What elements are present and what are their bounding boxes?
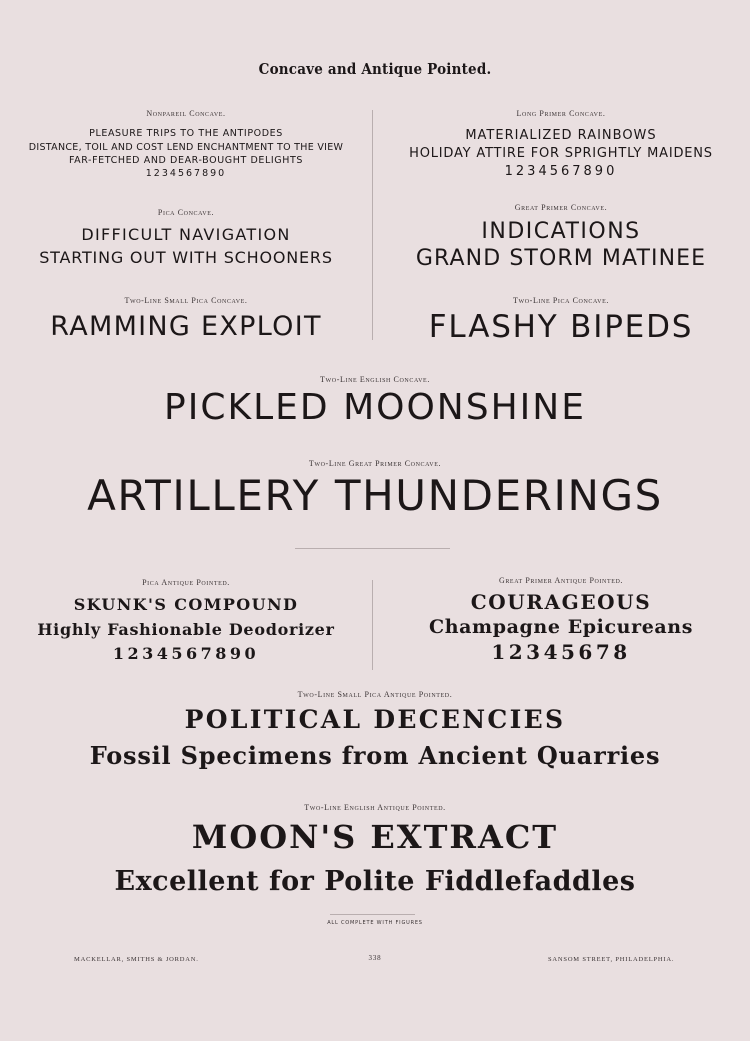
specimen-line: SKUNK'S COMPOUND [73, 595, 299, 614]
specimen-label-two-line-english-concave: Two-Line English Concave. [320, 375, 430, 384]
specimen-line: MOON'S EXTRACT [191, 818, 559, 856]
specimen-label-nonpareil-concave: Nonpareil Concave. [146, 109, 226, 118]
specimen-line: POLITICAL DECENCIES [184, 705, 566, 734]
specimen-figures: 1234567890 [145, 168, 227, 179]
specimen-line: HOLIDAY ATTIRE FOR SPRIGHTLY MAIDENS [409, 146, 713, 161]
specimen-label-pica-concave: Pica Concave. [157, 208, 215, 217]
specimen-label-long-primer-concave: Long Primer Concave. [516, 109, 606, 118]
specimen-line: FAR-FETCHED AND DEAR-BOUGHT DELIGHTS [68, 155, 304, 166]
specimen-line: ARTILLERY THUNDERINGS [87, 471, 663, 520]
specimen-line: PLEASURE TRIPS TO THE ANTIPODES [89, 128, 283, 139]
specimen-figures: 12345678 [491, 640, 631, 664]
specimen-line: DISTANCE, TOIL AND COST LEND ENCHANTMENT TO THE VIEW [28, 142, 344, 153]
specimen-line: RAMMING EXPLOIT [50, 311, 322, 342]
specimen-label-two-line-english-antique-pointed: Two-Line English Antique Pointed. [304, 803, 446, 812]
footer-publisher: MACKELLAR, SMITHS & JORDAN. [74, 956, 199, 963]
specimen-label-great-primer-antique-pointed: Great Primer Antique Pointed. [498, 576, 624, 585]
specimen-line: GRAND STORM MATINEE [415, 246, 707, 271]
specimen-line: Excellent for Polite Fiddlefaddles [114, 866, 636, 897]
specimen-label-two-line-small-pica-concave: Two-Line Small Pica Concave. [124, 296, 248, 305]
specimen-label-pica-antique-pointed: Pica Antique Pointed. [142, 578, 230, 587]
figures-note: ALL COMPLETE WITH FIGURES [327, 920, 423, 926]
specimen-line: PICKLED MOONSHINE [164, 387, 586, 428]
specimen-line: Champagne Epicureans [428, 616, 694, 638]
footer-address: SANSOM STREET, PHILADELPHIA. [548, 956, 675, 963]
specimen-figures: 1234567890 [112, 644, 260, 663]
section-rule [295, 548, 450, 549]
specimen-label-two-line-small-pica-antique-pointed: Two-Line Small Pica Antique Pointed. [297, 690, 453, 699]
note-rule [330, 914, 415, 915]
specimen-line: INDICATIONS [481, 219, 641, 244]
specimen-label-great-primer-concave: Great Primer Concave. [514, 203, 608, 212]
specimen-line: DIFFICULT NAVIGATION [81, 225, 291, 244]
specimen-line: FLASHY BIPEDS [428, 309, 694, 345]
page-number: 338 [368, 954, 382, 962]
page-title: Concave and Antique Pointed. [258, 60, 492, 78]
specimen-line: Highly Fashionable Deodorizer [37, 620, 335, 639]
specimen-line: Fossil Specimens from Ancient Quarries [89, 741, 661, 770]
specimen-line: MATERIALIZED RAINBOWS [465, 128, 657, 143]
specimen-line: COURAGEOUS [470, 590, 652, 614]
specimen-label-two-line-pica-concave: Two-Line Pica Concave. [513, 296, 609, 305]
specimen-figures: 1234567890 [504, 164, 618, 179]
specimen-label-two-line-great-primer-concave: Two-Line Great Primer Concave. [308, 459, 442, 468]
specimen-line: STARTING OUT WITH SCHOONERS [39, 248, 333, 267]
